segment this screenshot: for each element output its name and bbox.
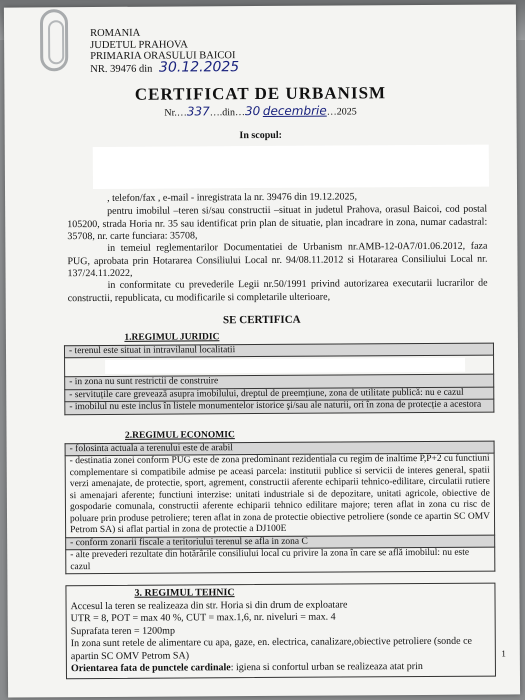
- document-title: CERTIFICAT DE URBANISM: [134, 83, 387, 104]
- economic-item: - destinatia zonei conform PUG este de zona predominant rezidentiala cu regim de inaltime P,P+2 cu functiuni complementare si compatibile admise pe aceasi parcela: institutii publice si servicii de interes general, spatii verzi amenajate, de protectie, sport, agrement, constructii aferente echiparii tehnico-edilitare, circulatii rutiere si amenajari aferente; functiuni interzise: unitati industriale si de depozitare, unitati agricole, obiective de gospodarie comunala, constructii aferente echiparii tehnico edilitare majore; teren aflat in zona cu risc de poluare prin produse petroliere; teren aflat in zona de protectie obiective petroliere (sonde ce apartin SC OMV Petrom SA) si aflat partial in zona de protectie a DJ100E: [65, 453, 494, 537]
- registration-label: NR. 39476 din: [90, 63, 153, 75]
- orientation-label: Orientarea fata de punctele cardinale: [70, 662, 231, 675]
- se-certifica-heading: SE CERTIFICA: [222, 313, 301, 327]
- tehnic-line: In zona sunt retele de alimentare cu apa, gaze, en. electrica, canalizare,obiective petroliere (sonde ce apartin SC OMV Petrom SA): [70, 635, 472, 662]
- juridic-item: - terenul este situat in intravilanul localitatii: [64, 343, 493, 358]
- document-page: [4, 4, 520, 697]
- redacted-area: [93, 145, 489, 189]
- certificate-number-line: Nr.…337….din…30 decembrie…2025: [164, 103, 357, 119]
- redacted-area: [105, 358, 465, 374]
- paragraph-law: in conformitate cu prevederile Legii nr.50/1991 privind autorizarea executarii lucrarilor de constructii, republicata, cu modificarile si completarile ulterioare,: [67, 277, 488, 304]
- juridic-item: - in zona nu sunt restrictii de construire: [65, 374, 494, 389]
- orientation-text: : igiena si confortul urban se realizeaza atat prin: [230, 661, 423, 674]
- juridic-redacted-row: [65, 355, 494, 377]
- regim-juridic-table: [64, 331, 494, 415]
- certificate-number-handwritten: 337: [186, 104, 210, 119]
- certificate-month-handwritten: decembrie: [262, 103, 327, 118]
- paragraph-regulations: in temeiul reglementarilor Documentatiei de Urbanism nr.AMB-12-0A7/01.06.2012, faza PUG, aprobata prin Hotararea Consiliului Local nr. 94/08.11.2012 si Hotararea Consiliului Local nr. 137/24.11.2022,: [67, 240, 488, 280]
- scope-label: In scopul:: [239, 129, 282, 142]
- tehnic-line: Suprafata teren = 1200mp: [70, 625, 175, 637]
- header-county: JUDETUL PRAHOVA: [90, 38, 188, 51]
- economic-item: - conform zonarii fiscale a teritoriului terenul se afla in zona C: [66, 535, 495, 550]
- paragraph-request: , telefon/fax , e-mail - inregistrata la nr. 39476 din 19.12.2025,: [107, 191, 358, 204]
- page-number: 1: [501, 648, 506, 659]
- regim-economic-table: [64, 429, 495, 575]
- economic-item: - folosinta actuala a terenului este de arabil: [65, 441, 494, 456]
- economic-item: - alte prevederi rezultate din hotărârile consiliului local cu privire la zona în care se află imobilul: nu este cazul: [66, 547, 495, 574]
- regim-juridic-title: 1.REGIMUL JURIDIC: [124, 332, 220, 343]
- registration-date-handwritten: 30.12.2025: [158, 58, 240, 76]
- issuer-header: [90, 27, 239, 75]
- header-country: ROMANIA: [90, 27, 141, 40]
- juridic-item: - imobilul nu este inclus în listele monumentelor istorice şi/sau ale naturii, ori în zona de protecție a acestora: [65, 399, 494, 414]
- regim-tehnic-box: [65, 583, 496, 679]
- certificate-day-handwritten: 30: [244, 104, 261, 119]
- tehnic-line: UTR = 8, POT = max 40 %, CUT = max.1,6, nr. niveluri = max. 4: [70, 611, 336, 625]
- regim-economic-title: 2.REGIMUL ECONOMIC: [124, 430, 235, 441]
- header-registration: [90, 58, 240, 76]
- nr-prefix: Nr.: [164, 107, 177, 119]
- nr-din: din: [222, 107, 236, 119]
- tehnic-line: Accesul la teren se realizeaza din str. Horia si din drum de exploatare: [70, 598, 348, 612]
- paperclip-icon: [40, 9, 68, 71]
- paragraph-property: pentru imobilul –teren si/sau constructii –situat in judetul Prahova, orasul Baicoi, cod postal 105200, strada Horia nr. 35 sau identificat prin plan de situatie, plan incadrare in zona, numar cadastral: 35708, nr. carte funciara: 35708,: [67, 203, 488, 243]
- header-institution: PRIMARIA ORASULUI BAICOI: [90, 50, 236, 63]
- juridic-item: - servituțile care greveazǎ asupra imobilului, dreptul de preemțiune, zona de utilitate publicǎ: nu e cazul: [65, 387, 494, 402]
- certificate-year: 2025: [336, 106, 357, 118]
- tehnic-line-orientation: [71, 661, 491, 676]
- regim-tehnic-title: 3. REGIMUL TEHNIC: [134, 587, 235, 599]
